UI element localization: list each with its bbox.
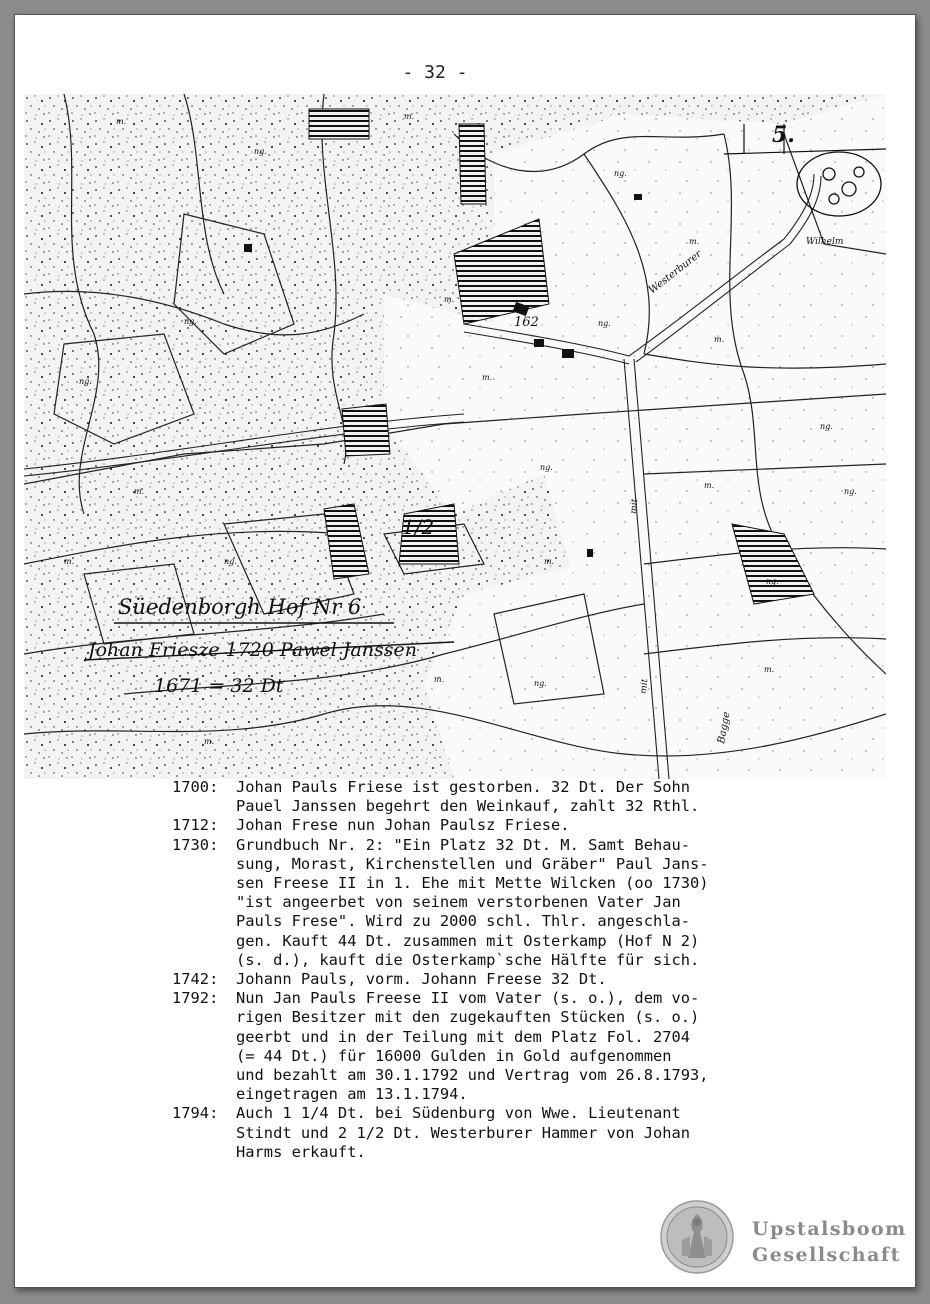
map-field-mark: m.	[714, 335, 725, 344]
map-annotation-line3: 1671 = 32 Dt	[154, 675, 284, 697]
map-field-mark: ng.	[79, 377, 92, 386]
map-field-mark: ng.	[534, 679, 547, 688]
map-plot-number: 162	[514, 315, 539, 330]
map-place-label: mit	[639, 678, 651, 695]
map-field-mark: m.	[204, 737, 215, 746]
map-field-mark: m.	[404, 112, 415, 121]
map-field-mark: m.	[704, 481, 715, 490]
map-field-mark: ng.	[598, 319, 611, 328]
map-field-mark: m.	[116, 117, 127, 126]
map-field-mark: ng.	[844, 487, 857, 496]
entry-text: Grundbuch Nr. 2: "Ein Platz 32 Dt. M. Samt Behau- sung, Morast, Kirchenstellen und Gräber" Paul Jans- sen Freese II in 1. Ehe mit Mette Wilcken (oo 1730) "ist angeerbet von seinem verstorbenen Vater Jan Pauls Frese". Wird zu 2000 schl. Thlr. angeschla- gen. Kauft 44 Dt. zusammen mit Osterkamp (Hof N 2) (s. d.), kauft die Osterkamp`sche Hälfte für sich.	[236, 835, 709, 969]
chronicle-entry	[172, 989, 832, 1104]
map-place-label: Westerburer	[647, 248, 704, 297]
entry-text: Johan Pauls Friese ist gestorben. 32 Dt. Der Sohn Pauel Janssen begehrt den Weinkauf, zahlt 32 Rthl.	[236, 778, 700, 816]
map-drawing	[24, 94, 886, 779]
map-field-mark: ng.	[224, 557, 237, 566]
map-fraction-label: 1/2	[402, 515, 435, 539]
entry-year: 1792:	[172, 989, 219, 1008]
society-name-line1: Upstalsboom	[752, 1218, 907, 1240]
map-field-mark: ng.	[184, 317, 197, 326]
society-name	[752, 1216, 907, 1268]
map-place-label: mit	[629, 498, 641, 515]
entry-text: Nun Jan Pauls Freese II vom Vater (s. o.), dem vo- rigen Besitzer mit den zugekauften Stücken (s. o.) geerbt und in der Teilung mit dem Platz Fol. 2704 (= 44 Dt.) für 16000 Gulden in Gold aufgenommen und bezahlt am 30.1.1792 und Vertrag vom 26.8.1793, eingetragen am 13.1.1794.	[236, 989, 709, 1104]
entry-text: Johann Pauls, vorm. Johann Freese 32 Dt.	[236, 970, 607, 989]
map-field-mark: m.	[689, 237, 700, 246]
entry-year: 1730:	[172, 835, 219, 854]
map-annotation-line1: Süedenborgh Hof Nr 6	[118, 595, 362, 619]
chronicle-entries	[172, 778, 832, 1162]
entry-year: 1794:	[172, 1104, 219, 1123]
chronicle-entry	[172, 836, 832, 970]
map-field-mark: ng.	[820, 422, 833, 431]
entry-text: Johan Frese nun Johan Paulsz Friese.	[236, 816, 570, 835]
chronicle-entry	[172, 970, 832, 989]
map-field-mark: m.	[64, 557, 75, 566]
map-annotation-line2: Johan Friesze 1720 Pawel Janssen	[88, 639, 417, 661]
chronicle-entry	[172, 816, 832, 835]
map-field-mark: m.	[482, 373, 493, 382]
map-field-mark: m.	[764, 665, 775, 674]
map-field-mark: m.	[434, 675, 445, 684]
map-field-mark: ng.	[766, 577, 779, 586]
map-field-mark: ng.	[614, 169, 627, 178]
map-place-label: Bagge	[716, 711, 733, 745]
page-number: - 32 -	[402, 62, 468, 83]
historical-map	[24, 94, 886, 779]
map-field-mark: ng.	[254, 147, 267, 156]
entry-text: Auch 1 1/4 Dt. bei Südenburg von Wwe. Lieutenant Stindt und 2 1/2 Dt. Westerburer Hammer von Johan Harms erkauft.	[236, 1104, 691, 1161]
map-field-mark: ng.	[540, 463, 553, 472]
map-place-label: Wilhelm	[806, 237, 844, 247]
entry-year: 1700:	[172, 778, 219, 796]
map-field-mark: m.	[544, 557, 555, 566]
entry-year: 1712:	[172, 816, 219, 835]
chronicle-entry	[172, 1104, 832, 1162]
map-field-mark: m.	[134, 487, 145, 496]
society-seal-icon	[660, 1200, 734, 1274]
entry-year: 1742:	[172, 970, 219, 989]
map-section-number: 5.	[772, 122, 795, 148]
chronicle-entry	[172, 778, 832, 816]
society-name-line2: Gesellschaft	[752, 1244, 901, 1266]
map-field-mark: m.	[444, 295, 455, 304]
